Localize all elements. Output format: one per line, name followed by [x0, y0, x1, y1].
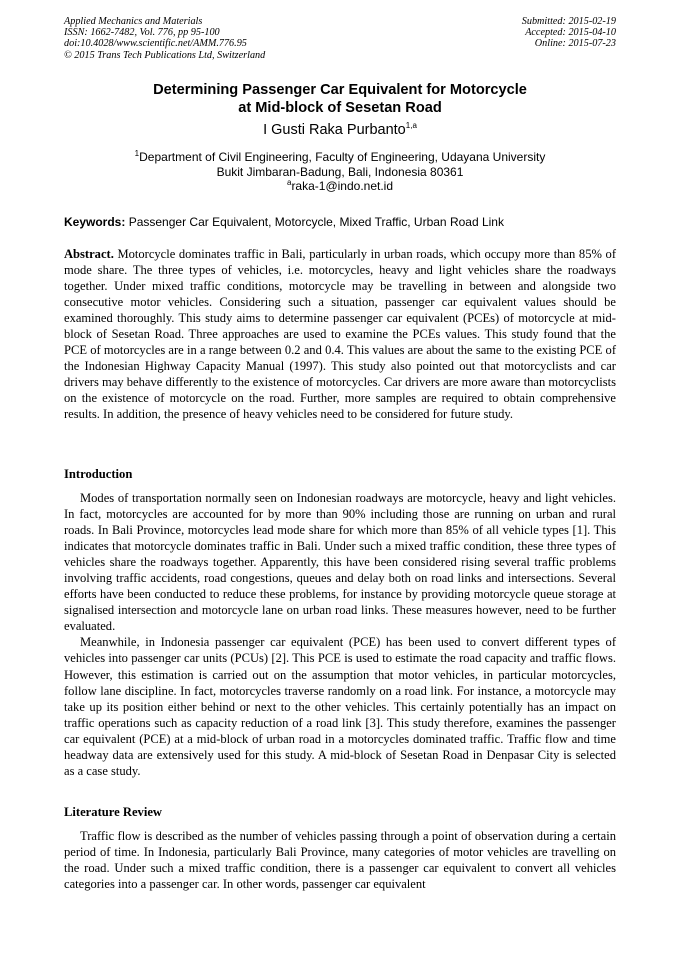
author-sup: 1,a [405, 121, 417, 131]
paper-title [64, 81, 616, 117]
affiliation-line-1 [64, 150, 616, 165]
affiliation-sup: 1 [134, 149, 140, 158]
introduction-paragraph-2: Meanwhile, in Indonesia passenger car equivalent (PCE) has been used to convert different types of vehicles into passenger car units (PCUs) [2]. This PCE is used to estimate the road capacity and traffic flows. However, this estimation is carried out on the assumption that motor vehicles, in particular motorcycles, follow lane discipline. In fact, motorcycles traverse randomly on a road link. For instance, a motorcycle may take up its position either behind or next to the other vehicles. This certainly potentially has an impact on traffic operations such as capacity reduction of a road link [3]. This study therefore, examines the passenger car equivalent (PCE) at a mid-block of urban road in a motorcycles dominated traffic. Traffic flow and time headway data are extensively used for this study. A mid-block of Sesetan Road in Denpasar City is selected as a case study. [64, 635, 616, 778]
abstract-label: Abstract. [64, 247, 114, 261]
title-line-2: at Mid-block of Sesetan Road [238, 100, 442, 116]
keywords [64, 215, 616, 229]
author-email: raka-1@indo.net.id [291, 179, 394, 193]
abstract-text: Motorcycle dominates traffic in Bali, particularly in urban roads, which occupy more than 85% of mode share. The three types of vehicles, i.e. motorcycles, heavy and light vehicles share the roadways together. Under mixed traffic conditions, motorcycle may be travelling in between and alongside two consecutive motor vehicles. Considering such a situation, passenger car equivalent values should be examined thoroughly. This study aims to determine passenger car equivalent (PCEs) of motorcycle at mid-block of Sesetan Road. Three approaches are used to examine the PCEs values. This study found that the PCE of motorcycles are in a range between 0.2 and 0.4. This values are about the same to the existing PCE of the Indonesian Highway Capacity Manual (1997). This study also pointed out that motorcyclists and car drivers may behave differently to the existence of motorcycles. Car drivers are more aware than motorcyclists on the existence of motorcycle on the road. Further, more samples are required to obtain comprehensive results. In addition, the presence of heavy vehicles need to be considered for future study. [64, 247, 616, 422]
email-sup: a [286, 178, 292, 187]
introduction-heading: Introduction [64, 467, 133, 481]
journal-name: Applied Mechanics and Materials [64, 16, 203, 27]
accepted-date: Accepted: 2015-04-10 [525, 27, 616, 39]
abstract [64, 246, 616, 423]
journal-info [64, 16, 265, 61]
submission-dates [522, 16, 616, 50]
affiliation [64, 150, 616, 194]
journal-doi: doi:10.4028/www.scientific.net/AMM.776.95 [64, 38, 247, 50]
affiliation-dept: Department of Civil Engineering, Faculty of Engineering, Udayana University [139, 150, 546, 164]
journal-issn: ISSN: 1662-7482, Vol. 776, pp 95-100 [64, 27, 220, 39]
submitted-date: Submitted: 2015-02-19 [521, 16, 616, 27]
affiliation-line-2: Bukit Jimbaran-Badung, Bali, Indonesia 80361 [216, 164, 464, 179]
title-line-1: Determining Passenger Car Equivalent for Motorcycle [153, 82, 527, 98]
introduction-paragraph-1: Modes of transportation normally seen on Indonesian roadways are motorcycle, heavy and light vehicles. In fact, motorcycles are accounted for by more than 90% including those are running on urban and rural roads. In Bali Province, motorcycles lead mode share for which more than 85% of all vehicle types [1]. This indicates that motorcycle dominates traffic in Bali. Under such a mixed traffic condition, these three types of vehicles share the roadways together. Apparently, this have been considered rising several traffic problems involving traffic accidents, road congestions, queues and delay both on road links and intersections. Several efforts have been conducted to reduce these problems, for instance by providing motorcycle queue storage at signalised intersection and motorcycle lane on urban road links. These measures however, need to be further evaluated. [64, 491, 616, 634]
keywords-label: Keywords: [64, 215, 126, 229]
author-name: I Gusti Raka Purbanto [263, 122, 406, 138]
journal-copyright: © 2015 Trans Tech Publications Ltd, Switzerland [64, 49, 266, 61]
affiliation-email-line [64, 179, 616, 194]
literature-review-paragraph-1: Traffic flow is described as the number of vehicles passing through a point of observation during a certain period of time. In Indonesia, particularly Bali Province, many categories of motor vehicles are travelling on the road. Under such a mixed traffic condition, there is a passenger car equivalent to convert all vehicles categories into a passenger car. In other words, passenger car equivalent [64, 829, 616, 892]
literature-review-heading: Literature Review [64, 805, 163, 819]
author-line [64, 121, 616, 139]
keywords-text: Passenger Car Equivalent, Motorcycle, Mixed Traffic, Urban Road Link [125, 215, 504, 229]
literature-review-body [64, 828, 616, 892]
online-date: Online: 2015-07-23 [534, 38, 616, 50]
introduction-body [64, 490, 616, 779]
